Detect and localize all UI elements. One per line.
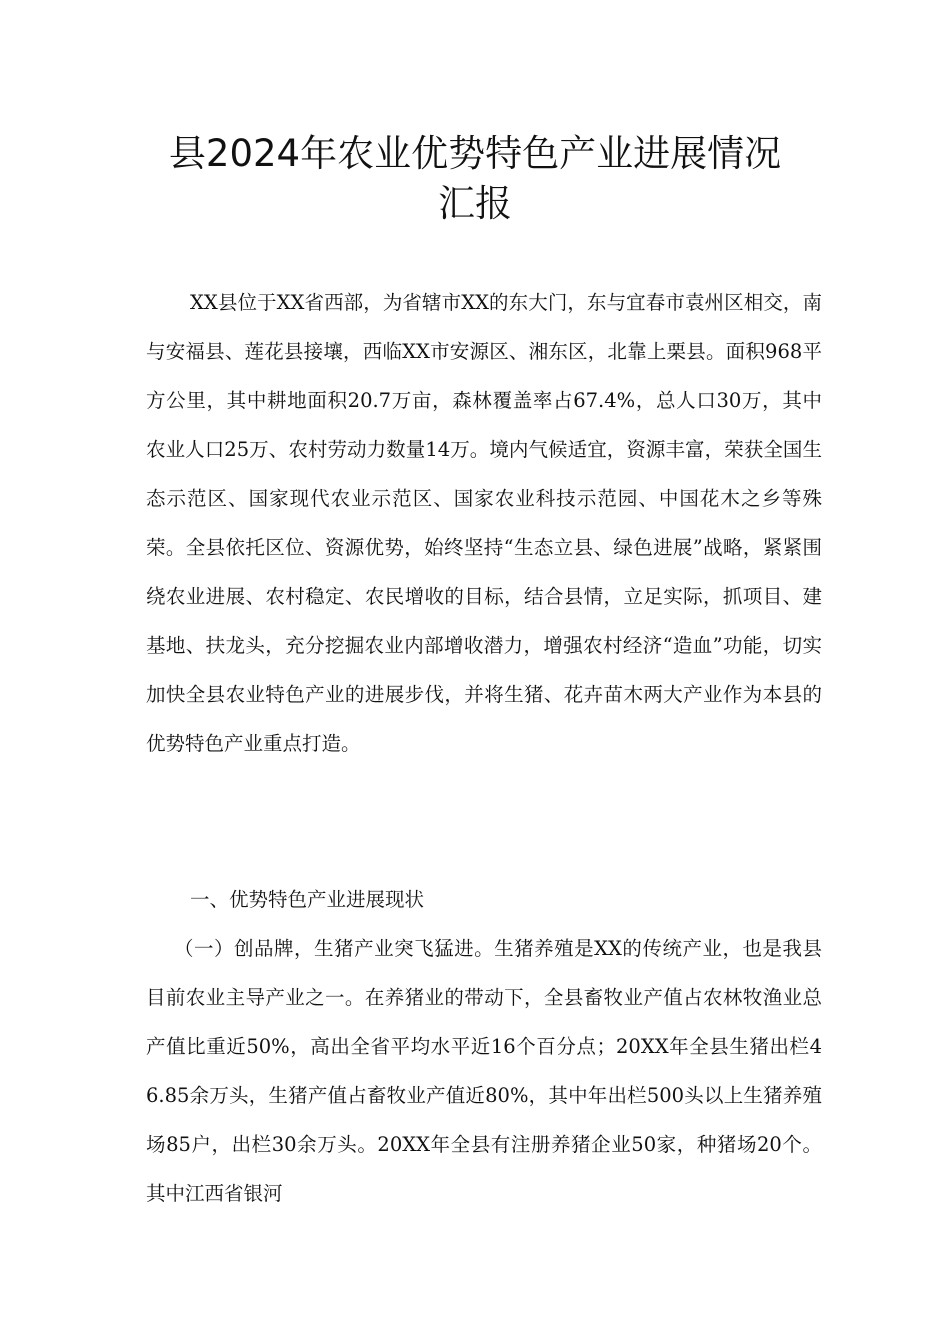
document-title-line-2: 汇报 xyxy=(438,182,512,225)
intro-paragraph: XX县位于XX省西部，为省辖市XX的东大门，东与宜春市袁州区相交，南与安福县、莲花县接壤，西临XX市安源区、湘东区，北靠上栗县。面积968平方公里，其中耕地面积20.7万亩，森林覆盖率占67.4%，总人口30万，其中农业人口25万、农村劳动力数量14万。境内气候适宜，资源丰富，荣获全国生态示范区、国家现代农业示范区、国家农业科技示范园、中国花木之乡等殊荣。全县依托区位、资源优势，始终坚持“生态立县、绿色进展”战略，紧紧围绕农业进展、农村稳定、农民增收的目标，结合县情，立足实际，抓项目、建基地、扶龙头，充分挖掘农业内部增收潜力，增强农村经济“造血”功能，切实加快全县农业特色产业的进展步伐，并将生猪、花卉苗木两大产业作为本县的优势特色产业重点打造。 xyxy=(146,291,822,755)
section-heading: 一、优势特色产业进展现状 xyxy=(190,888,425,911)
document-title-line-1: 县2024年农业优势特色产业进展情况 xyxy=(168,132,782,175)
section-paragraph: （一）创品牌，生猪产业突飞猛进。生猪养殖是XX的传统产业，也是我县目前农业主导产业之一。在养猪业的带动下，全县畜牧业产值占农林牧渔业总产值比重近50%，高出全省平均水平近16个百分点；20XX年全县生猪出栏46.85余万头，生猪产值占畜牧业产值近80%，其中年出栏500头以上生猪养殖场85户，出栏30余万头。20XX年全县有注册养猪企业50家，种猪场20个。其中江西省银河 xyxy=(146,937,822,1205)
